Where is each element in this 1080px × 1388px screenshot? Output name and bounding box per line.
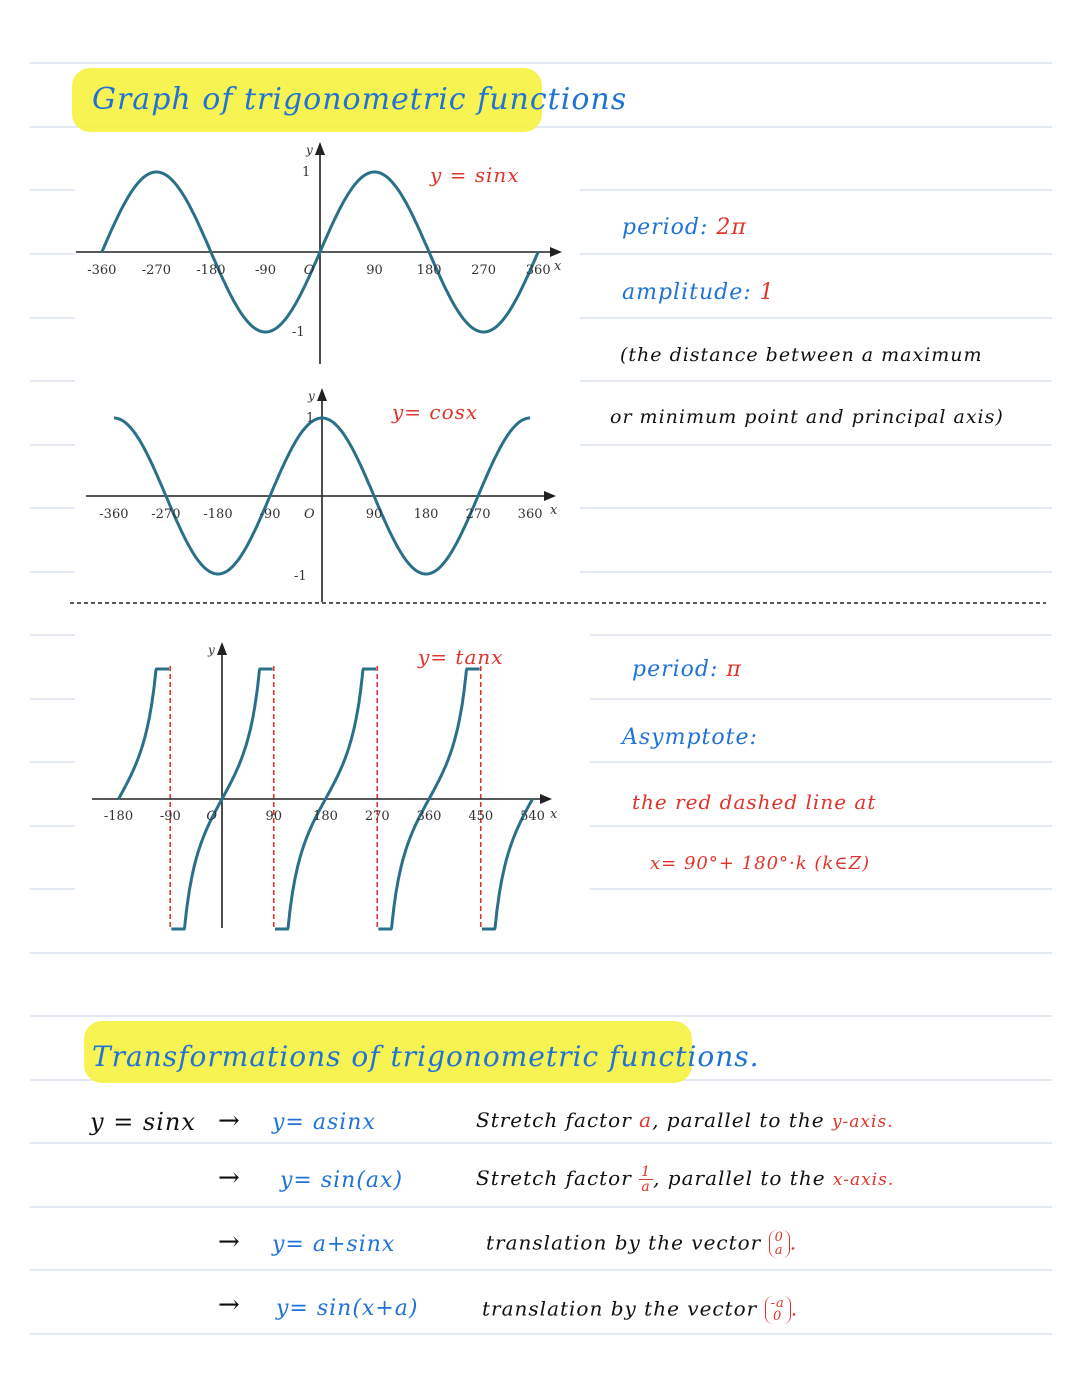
- desc-1-var: a: [639, 1108, 653, 1132]
- cos-label: y= cosx: [392, 400, 479, 424]
- vector-3: [769, 1230, 790, 1258]
- vector-3-bottom: a: [774, 1243, 784, 1258]
- desc-3-end: .: [789, 1230, 798, 1255]
- desc-2-fraction: [639, 1165, 653, 1194]
- tan-tick-1: -90: [159, 809, 181, 824]
- sin-x-label: x: [554, 259, 562, 274]
- sin-tick-3: -90: [255, 263, 276, 278]
- vector-4-bottom: 0: [773, 1309, 783, 1324]
- tan-tick-4: 180: [313, 809, 338, 824]
- cos-one-label: 1: [306, 411, 315, 426]
- vector-3-top: 0: [774, 1230, 784, 1245]
- sin-tick-4: O: [303, 263, 315, 278]
- period-value: 2π: [716, 215, 747, 240]
- desc-1-a: Stretch factor: [476, 1108, 640, 1132]
- amplitude-value: 1: [759, 280, 775, 305]
- period-label: period:: [622, 215, 709, 240]
- sin-tick-6: 180: [416, 263, 442, 278]
- desc-4: [482, 1296, 798, 1324]
- asymptote-line: the red dashed line at: [632, 790, 877, 814]
- sin-tick-7: 270: [471, 263, 497, 278]
- tan-tick-labels: [104, 809, 545, 824]
- cos-x-label: x: [550, 503, 558, 518]
- tan-graph: [88, 636, 578, 936]
- desc-2: [476, 1165, 894, 1194]
- cos-tick-5: 90: [365, 507, 383, 522]
- tan-x-label: x: [550, 807, 558, 822]
- sin-one-label: 1: [302, 165, 311, 180]
- cos-tick-labels: [99, 507, 542, 522]
- formula-2: y= sin(ax): [280, 1168, 404, 1193]
- formula-3: y= a+sinx: [272, 1232, 396, 1257]
- vector-4: [765, 1296, 791, 1324]
- cos-tick-7: 270: [465, 507, 491, 522]
- formula-1: y= asinx: [272, 1110, 376, 1135]
- arrow-1: →: [218, 1106, 240, 1136]
- desc-2-b: , parallel to the: [653, 1166, 833, 1190]
- desc-1: [476, 1108, 894, 1132]
- sin-tick-2: -180: [196, 263, 226, 278]
- section-title-transformations: Transformations of trigonometric functions.: [92, 1040, 760, 1073]
- sin-tick-1: -270: [141, 263, 172, 278]
- tan-period-note: [632, 657, 742, 682]
- tan-label: y= tanx: [418, 645, 504, 669]
- desc-2-axis: x-axis.: [832, 1170, 895, 1190]
- tan-tick-5: 270: [364, 809, 390, 824]
- sin-tick-8: 360: [525, 263, 551, 278]
- sin-tick-0: -360: [87, 263, 117, 278]
- cos-tick-3: -90: [259, 507, 281, 522]
- sin-y-label: y: [306, 143, 313, 157]
- vector-4-top: -a: [770, 1296, 785, 1311]
- desc-4-a: translation by the vector: [482, 1296, 765, 1321]
- tan-period-value: π: [726, 657, 742, 682]
- amplitude-note-line2: or minimum point and principal axis): [610, 406, 1004, 428]
- fraction-numerator: 1: [641, 1164, 652, 1180]
- asymptote-formula: x= 90°+ 180°·k (k∈Z): [650, 853, 871, 874]
- arrow-2: →: [218, 1163, 240, 1193]
- desc-3: [486, 1230, 797, 1258]
- cos-tick-4: O: [303, 507, 315, 522]
- period-note: [622, 215, 747, 240]
- tan-tick-0: -180: [103, 809, 134, 824]
- cos-tick-8: 360: [517, 507, 543, 522]
- tan-tick-8: 540: [520, 809, 545, 824]
- arrow-3: →: [218, 1227, 240, 1257]
- asymptote-label: Asymptote:: [622, 725, 758, 750]
- amplitude-note-line1: (the distance between a maximum: [620, 344, 983, 366]
- cos-minus-one-label: -1: [294, 569, 307, 584]
- formula-4: y= sin(x+a): [276, 1296, 419, 1321]
- sin-minus-one-label: -1: [292, 325, 305, 340]
- tan-period-label: period:: [632, 657, 719, 682]
- tan-y-label: y: [208, 643, 215, 657]
- arrow-4: →: [218, 1290, 240, 1320]
- cos-tick-2: -180: [203, 507, 233, 522]
- base-function: y = sinx: [90, 1108, 196, 1136]
- section-title-graphs: Graph of trigonometric functions: [92, 82, 628, 117]
- cos-graph: [80, 386, 580, 604]
- amplitude-note: [622, 280, 775, 305]
- desc-2-a: Stretch factor: [476, 1166, 640, 1190]
- cos-y-label: y: [308, 389, 315, 403]
- tan-tick-3: 90: [265, 809, 283, 824]
- desc-3-a: translation by the vector: [486, 1230, 769, 1255]
- desc-4-end: .: [790, 1296, 799, 1321]
- desc-1-b: , parallel to the: [652, 1108, 832, 1132]
- cos-tick-6: 180: [413, 507, 439, 522]
- sin-tick-5: 90: [366, 263, 383, 278]
- amplitude-label: amplitude:: [622, 280, 752, 305]
- desc-1-axis: y-axis.: [831, 1112, 894, 1132]
- fraction-denominator: a: [641, 1179, 651, 1195]
- sin-tick-labels: [87, 263, 550, 278]
- cos-tick-1: -270: [151, 507, 181, 522]
- tan-tick-6: 360: [416, 809, 442, 824]
- tan-tick-2: O: [206, 809, 218, 824]
- sin-label: y = sinx: [430, 163, 520, 187]
- cos-tick-0: -360: [99, 507, 129, 522]
- tan-tick-7: 450: [468, 809, 494, 824]
